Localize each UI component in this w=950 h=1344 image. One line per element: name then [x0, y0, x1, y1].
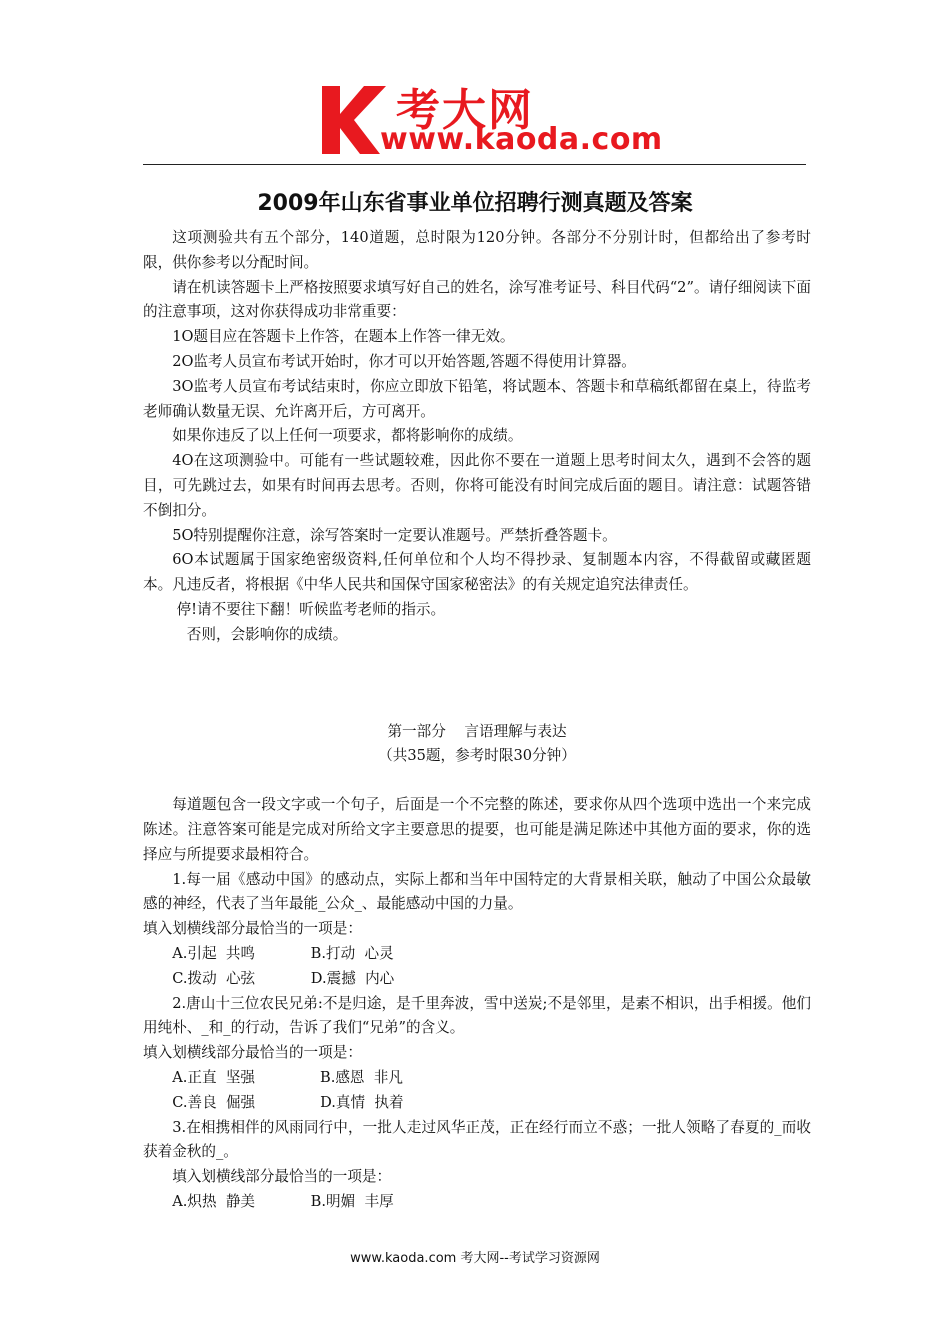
header-divider	[143, 164, 806, 165]
kaoda-logo	[318, 80, 663, 158]
page-title: 2009年山东省事业单位招聘行测真题及答案	[257, 191, 693, 216]
answer-options: C.善良 倔强 D.真情 执着	[172, 1093, 404, 1111]
section-instruction: 每道题包含一段文字或一个句子，后面是一个不完整的陈述，要求你从四个选项中选出一个来完成陈述。注意答案可能是完成对所给文字主要意思的提要，也可能是满足陈述中其他方面的要求，你的选择应与所提要求最相符合。	[143, 796, 811, 863]
answer-options: A.炽热 静美 B.明媚 丰厚	[172, 1192, 394, 1210]
answer-options: C.拨动 心弦 D.震撼 内心	[172, 969, 395, 987]
logo-chinese-name: 考大网	[396, 85, 534, 136]
question-prompt: 填入划横线部分最恰当的一项是：	[172, 1168, 392, 1186]
answer-options: A.引起 共鸣 B.打动 心灵	[172, 944, 394, 962]
document-body	[143, 226, 811, 1215]
notice-item: 5O特别提醒你注意，涂写答案时一定要认准题号。严禁折叠答题卡。	[172, 526, 617, 544]
notice-item: 1O题目应在答题卡上作答，在题本上作答一律无效。	[172, 328, 515, 346]
question-stem: 1.每一届《感动中国》的感动点，实际上都和当年中国特定的大背景相关联，触动了中国公众最敏感的神经，代表了当年最能_公众_、最能感动中国的力量。	[143, 870, 811, 913]
notice-item: 如果你违反了以上任何一项要求，都将影响你的成绩。	[172, 427, 523, 445]
notice-item: 3O监考人员宣布考试结束时，你应立即放下铅笔，将试题本、答题卡和草稿纸都留在桌上，待监考老师确认数量无误、允许离开后，方可离开。	[143, 377, 811, 420]
question-stem: 2.唐山十三位农民兄弟:不是归途，是千里奔波，雪中送炭;不是邻里，是素不相识，出手相援。他们用纯朴、_和_的行动，告诉了我们“兄弟”的含义。	[143, 994, 811, 1037]
stop-line: 停!请不要往下翻！听候监考老师的指示。	[176, 600, 446, 618]
section-subheading: （共35题，参考时限30分钟）	[378, 747, 576, 765]
intro-paragraph: 请在机读答题卡上严格按照要求填写好自己的姓名，涂写准考证号、科目代码“2”。请仔细阅读下面的注意事项，这对你获得成功非常重要：	[143, 278, 811, 321]
warning-line: 否则，会影响你的成绩。	[186, 625, 348, 643]
question-prompt: 填入划横线部分最恰当的一项是：	[143, 1044, 362, 1062]
notice-item: 2O监考人员宣布考试开始时，你才可以开始答题,答题不得使用计算器。	[172, 352, 636, 370]
answer-options: A.正直 坚强 B.感恩 非凡	[172, 1068, 403, 1086]
notice-item: 4O在这项测验中。可能有一些试题较难，因此你不要在一道题上思考时间太久，遇到不会答的题目，可先跳过去，如果有时间再去思考。否则，你将可能没有时间完成后面的题目。请注意：试题答错不倒扣分。	[143, 452, 811, 519]
question-prompt: 填入划横线部分最恰当的一项是：	[143, 920, 362, 938]
page-footer: www.kaoda.com 考大网--考试学习资源网	[350, 1251, 600, 1266]
logo-url: www.kaoda.com	[380, 122, 663, 157]
section-heading: 第一部分 言语理解与表达	[387, 722, 567, 740]
question-stem: 3.在相携相伴的风雨同行中，一批人走过风华正茂，正在经行而立不惑；一批人领略了春夏的_而收获着金秋的_。	[143, 1118, 811, 1161]
intro-paragraph: 这项测验共有五个部分，140道题，总时限为120分钟。各部分不分别计时，但都给出了参考时限，供你参考以分配时间。	[143, 229, 811, 271]
notice-item: 6O本试题属于国家绝密级资料,任何单位和个人均不得抄录、复制题本内容，不得截留或藏匿题本。凡违反者，将根据《中华人民共和国保守国家秘密法》的有关规定追究法律责任。	[143, 551, 811, 594]
